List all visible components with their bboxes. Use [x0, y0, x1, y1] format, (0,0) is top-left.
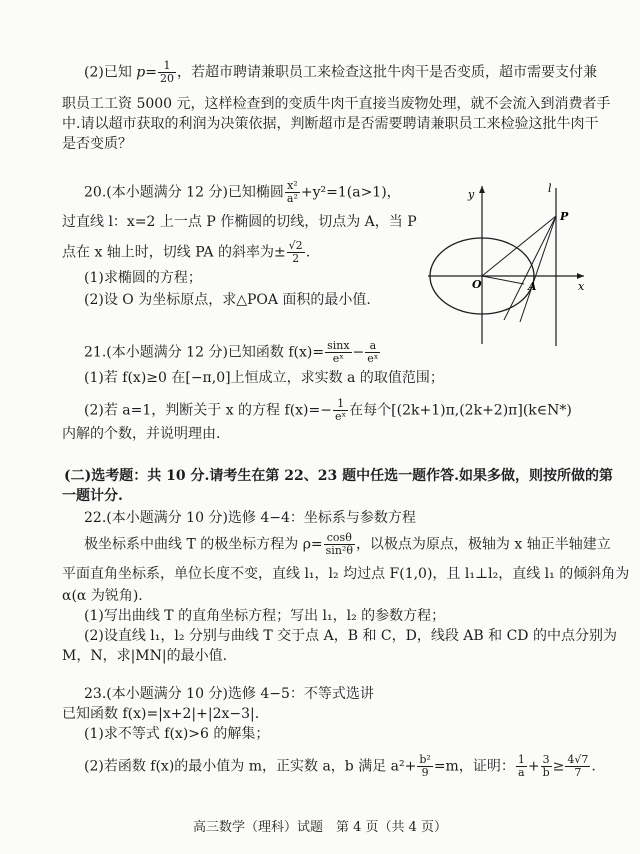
q20-head: 20.(本小题满分 12 分)已知椭圆 $\frac{\text{x²}}{\text{a²}}$ +y²=1(a>1)，	[84, 179, 401, 205]
q21-sub2-cont: 内解的个数，并说明理由.	[62, 426, 221, 442]
page-footer: 高三数学（理科）试题 第 4 页（共 4 页）	[192, 820, 448, 835]
label-P: P	[560, 210, 569, 223]
q20-sub1: (1)求椭圆的方程；	[84, 270, 202, 286]
q22-line3: α(α 为锐角).	[62, 588, 143, 604]
q20-line2: 过直线 l：x=2 上一点 P 作椭圆的切线，切点为 A，当 P	[62, 214, 417, 230]
q20-line3: 点在 x 轴上时，切线 PA 的斜率为± $\frac{√2}{2}$ .	[62, 239, 311, 265]
q22-head: 22.(本小题满分 10 分)选修 4−4：坐标系与参数方程	[84, 510, 416, 526]
tangent-2	[504, 216, 556, 320]
label-l: l	[548, 182, 552, 195]
label-y: y	[468, 188, 475, 201]
q23-sub1: (1)求不等式 f(x)>6 的解集；	[84, 726, 270, 742]
label-O: O	[472, 278, 482, 291]
fraction-slope: $\frac{√2}{2}$	[288, 239, 303, 265]
fraction-3-b: $\frac{3}{b}$	[542, 753, 550, 779]
q22-sub1: (1)写出曲线 T 的直角坐标方程；写出 l₁，l₂ 的参数方程；	[84, 608, 446, 624]
q22-line1: 极坐标系中曲线 T 的极坐标方程为 ρ= $\frac{\cos\theta}{\text{sin²θ}}$ ，以极点为原点，极轴为 x 轴正半轴建立	[84, 531, 611, 557]
fraction-a: $\frac{a}{\text{eˣ}}$	[367, 339, 379, 365]
section2-line1: (二)选考题：共 10 分.请考生在第 22、23 题中任选一题作答.如果多做，则按所做的第	[64, 468, 613, 484]
fraction-rho: $\frac{\cos\theta}{\text{sin²θ}}$	[325, 531, 353, 557]
q19-part2-line3: 中.请以超市获取的利润为决策依据，判断超市是否需要聘请兼职员工来检验这批牛肉干	[62, 116, 599, 132]
fraction-p: $\frac{1}{20}$	[159, 59, 174, 85]
fraction-1-a: $\frac{1}{a}$	[517, 753, 525, 779]
fraction-4sqrt7-7: $\frac{4√7}{7}$	[567, 753, 589, 779]
fraction-b2-9: $\frac{\text{b²}}{9}$	[419, 753, 431, 779]
q22-sub2-cont: M，N，求|MN|的最小值.	[62, 648, 228, 664]
tangent-PA	[520, 216, 556, 322]
segment-OP	[482, 216, 556, 276]
q21-sub2: (2)若 a=1，判断关于 x 的方程 f(x)=− $\frac{1}{\text{eˣ}}$ 在每个[(2k+1)π,(2k+2)π](k∈N*)	[84, 397, 572, 423]
y-axis-arrow	[479, 186, 485, 193]
fraction-sinx: $\frac{\sin x}{\text{eˣ}}$	[327, 339, 350, 365]
segment-OA	[482, 276, 524, 284]
q23-head: 23.(本小题满分 10 分)选修 4−5：不等式选讲	[84, 686, 374, 702]
section2-line2: 一题计分.	[62, 488, 123, 504]
q19-part2-line4: 是否变质？	[62, 136, 132, 152]
q19-part2-line1: (2)已知 p= $\frac{1}{20}$ ，若超市聘请兼职员工来检查这批牛肉干是否变质，超市需要支付兼	[84, 59, 597, 85]
fraction-1-ex: $\frac{1}{\text{eˣ}}$	[334, 397, 347, 423]
x-axis-arrow	[577, 273, 584, 279]
q22-line2: 平面直角坐标系，单位长度不变，直线 l₁，l₂ 均过点 F(1,0)，且 l₁⊥l₂，直线 l₁ 的倾斜角为	[62, 566, 630, 582]
fraction-ellipse: $\frac{\text{x²}}{\text{a²}}$	[286, 179, 298, 205]
ellipse-figure	[424, 180, 590, 350]
q20-sub2: (2)设 O 为坐标原点，求△POA 面积的最小值.	[84, 292, 371, 308]
q19-part2-line2: 职员工工资 5000 元，这样检查到的变质牛肉干直接当废物处理，就不会流入到消费者手	[62, 96, 611, 112]
label-x: x	[578, 280, 585, 293]
label-A: A	[528, 280, 537, 293]
q23-sub2: (2)若函数 f(x)的最小值为 m，正实数 a，b 满足 a²+ $\frac{\text{b²}}{9}$ =m，证明： $\frac{1}{a}$ + $\frac{3}{b}$ ≥ $\frac{4√7}{7}$ .	[84, 753, 596, 779]
q21-sub1: (1)若 f(x)≥0 在[−π,0]上恒成立，求实数 a 的取值范围；	[84, 370, 444, 386]
q22-sub2: (2)设直线 l₁，l₂ 分别与曲线 T 交于点 A，B 和 C，D，线段 AB 和 CD 的中点分别为	[84, 628, 617, 644]
q23-line1: 已知函数 f(x)=|x+2|+|2x−3|.	[62, 706, 260, 722]
q21-head: 21.(本小题满分 12 分)已知函数 f(x)= $\frac{\sin x}{\text{eˣ}}$ − $\frac{a}{\text{eˣ}}$	[84, 339, 379, 365]
